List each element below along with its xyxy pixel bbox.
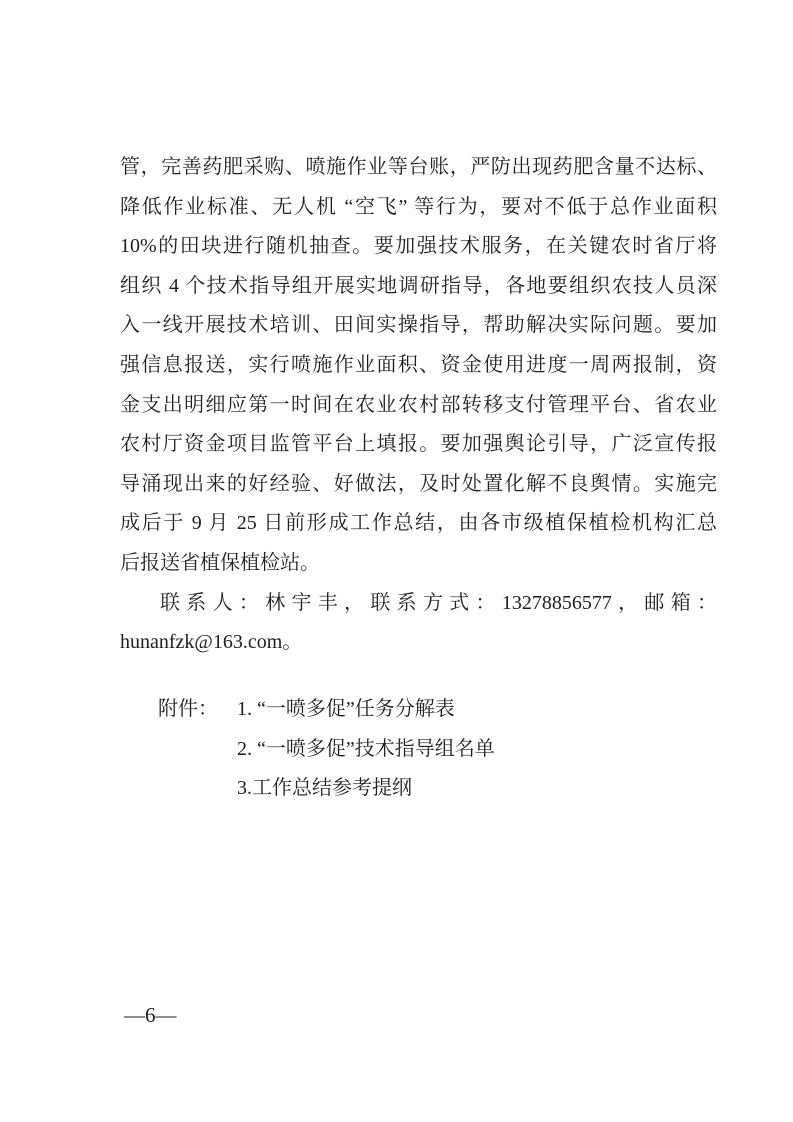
attachment-line — [158, 690, 495, 730]
body-line: 成后于 9 月 25 日前形成工作总结，由各市级植保植检机构汇总 — [120, 512, 717, 535]
body-line: 后报送省植保植检站。 — [120, 551, 320, 574]
attachments-block — [158, 690, 495, 809]
attachment-item: 3.工作总结参考提纲 — [237, 777, 412, 800]
body-line: 10%的田块进行随机抽查。要加强技术服务，在关键农时省厅将 — [120, 235, 717, 258]
body-line: 农村厅资金项目监管平台上填报。要加强舆论引导，广泛宣传报 — [120, 433, 717, 456]
attachment-item: 1. “一喷多促”任务分解表 — [237, 698, 455, 720]
contact-line: 联系人：林宇丰，联系方式：13278856577，邮箱： — [160, 591, 717, 614]
page-number: —6— — [124, 1003, 177, 1027]
body-line: 管，完善药肥采购、喷施作业等台账，严防出现药肥含量不达标、 — [120, 156, 717, 178]
body-line: 导涌现出来的好经验、好做法，及时处置化解不良舆情。实施完 — [120, 472, 717, 495]
attachments-label: 附件： — [158, 698, 218, 720]
body-line: 金支出明细应第一时间在农业农村部转移支付管理平台、省农业 — [120, 393, 717, 416]
body-line: 降低作业标准、无人机 “空飞” 等行为，要对不低于总作业面积 — [120, 195, 717, 218]
body-text-block — [120, 148, 717, 663]
body-line: 入一线开展技术培训、田间实操指导，帮助解决实际问题。要加 — [120, 314, 717, 337]
contact-email: hunanfzk@163.com。 — [120, 631, 303, 654]
body-line: 组织 4 个技术指导组开展实地调研指导，各地要组织农技人员深 — [120, 274, 717, 297]
attachment-item: 2. “一喷多促”技术指导组名单 — [237, 737, 495, 760]
body-line: 强信息报送，实行喷施作业面积、资金使用进度一周两报制，资 — [120, 353, 717, 376]
